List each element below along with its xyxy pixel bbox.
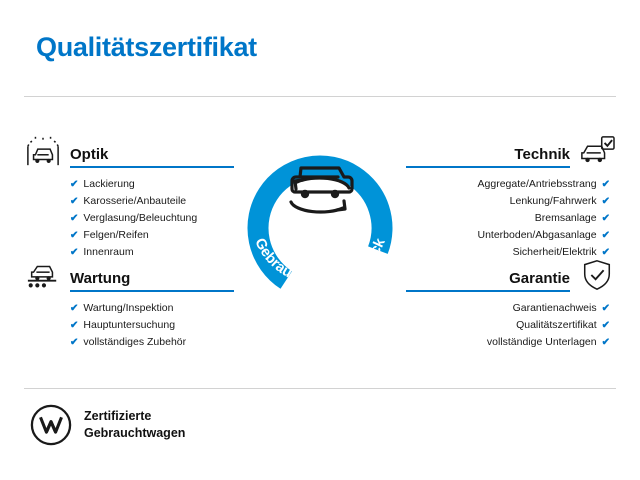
list-item-label: Unterboden/Abgasanlage [477,229,597,241]
check-icon: ✔ [70,212,79,224]
section-optik-title: Optik [70,145,109,163]
check-icon: ✔ [601,302,610,314]
list-item-label: Lenkung/Fahrwerk [509,195,597,207]
badge-arc-text: Gebrauchtwagen-Check [251,235,389,290]
footer-text [84,408,185,442]
badge-360-gebrauchtwagen-check [223,118,417,312]
section-optik-header [24,128,234,168]
section-technik-header [406,128,616,168]
section-garantie-header [406,252,616,292]
check-icon: ✔ [70,302,79,314]
car-lift-icon [24,258,62,292]
list-item [406,227,616,244]
car-check-icon [578,134,616,168]
list-item [406,334,616,351]
section-wartung-title: Wartung [70,269,131,287]
check-icon: ✔ [601,336,610,348]
check-icon: ✔ [601,212,610,224]
section-garantie-title: Garantie [509,269,570,287]
list-item [24,210,234,227]
section-technik [406,128,616,261]
list-item-label: Innenraum [83,246,134,258]
header-divider [24,96,616,97]
check-icon: ✔ [70,319,79,331]
check-icon: ✔ [601,178,610,190]
footer [30,404,185,446]
badge-degrees: 360° [281,209,359,250]
list-item [24,317,234,334]
check-icon: ✔ [601,246,610,258]
list-item-label: Sicherheit/Elektrik [512,246,597,258]
section-wartung-list [24,300,234,351]
list-item [24,193,234,210]
list-item-label: Wartung/Inspektion [83,302,174,314]
list-item [24,300,234,317]
list-item [24,334,234,351]
section-optik-underline [70,166,234,168]
vw-logo [30,404,72,446]
section-optik-list [24,176,234,261]
list-item [24,227,234,244]
shield-check-icon [578,258,616,292]
page-title: Qualitätszertifikat [36,32,257,62]
list-item-label: Bremsanlage [534,212,597,224]
section-optik [24,128,234,261]
list-item-label: Aggregate/Antriebsstrang [477,178,597,190]
list-item-label: Karosserie/Anbauteile [83,195,187,207]
list-item [406,317,616,334]
list-item-label: vollständige Unterlagen [486,336,597,348]
check-icon: ✔ [70,195,79,207]
list-item-label: Lackierung [83,178,135,190]
section-wartung [24,252,234,351]
section-technik-underline [406,166,570,168]
list-item [406,176,616,193]
footer-divider [24,388,616,389]
check-icon: ✔ [601,319,610,331]
check-icon: ✔ [601,229,610,241]
section-wartung-underline [70,290,234,292]
list-item-label: Verglasung/Beleuchtung [83,212,198,224]
check-icon: ✔ [70,246,79,258]
list-item [406,210,616,227]
section-technik-list [406,176,616,261]
section-garantie-underline [406,290,570,292]
list-item-label: Qualitätszertifikat [516,319,597,331]
list-item-label: vollständiges Zubehör [83,336,187,348]
list-item-label: Garantienachweis [512,302,597,314]
section-garantie-list [406,300,616,351]
list-item [406,193,616,210]
section-technik-title: Technik [514,145,570,163]
car-wash-icon [24,134,62,168]
list-item-label: Felgen/Reifen [83,229,149,241]
section-wartung-header [24,252,234,292]
check-icon: ✔ [70,229,79,241]
check-icon: ✔ [70,336,79,348]
list-item [406,300,616,317]
list-item-label: Hauptuntersuchung [83,319,176,331]
list-item [24,176,234,193]
footer-line-2: Gebrauchtwagen [84,426,186,440]
check-icon: ✔ [70,178,79,190]
check-icon: ✔ [601,195,610,207]
section-garantie [406,252,616,351]
footer-line-1: Zertifizierte [84,409,152,424]
